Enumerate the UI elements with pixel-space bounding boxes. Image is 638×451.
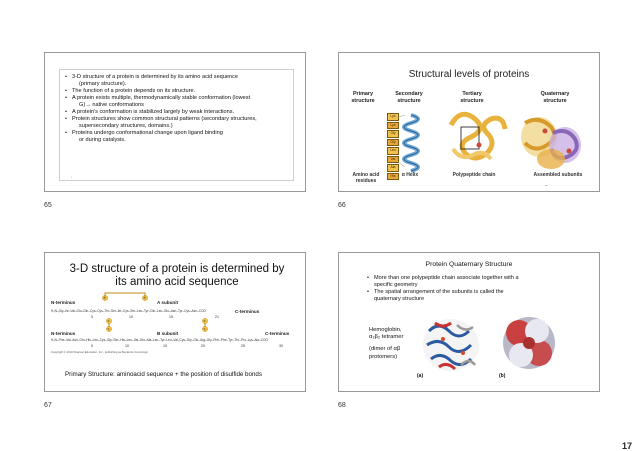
residue-number: 20 [201,344,205,348]
slide-title: Structural levels of proteins [408,69,530,80]
secondary-footer: α Helix [401,172,419,178]
residue-number: 5 [91,344,93,348]
space-filling-model [503,317,555,369]
bullet-continuation: or during catalysis. [79,137,126,143]
bullet-continuation: quaternary structure [374,296,425,302]
sulfur-label: S [107,319,110,323]
bullet: • 3-D structure of a protein is determined by its amino acid sequence [65,74,288,81]
residue-number: 5 [91,315,93,319]
quaternary-footer: Assembled subunits [533,172,583,178]
page-number-67: 67 [44,402,52,409]
a-subunit-label: A subunit [157,300,179,305]
slide-68 [338,252,600,392]
sulfur-label: S [103,296,106,300]
hemoglobin-images [339,253,600,392]
sequence-b: H₃N–Phe–Val–Asn–Gln–His–Leu–Cys–Gly–Ser–His–Leu–Val–Glu–Ala–Leu–Tyr–Leu–Val–Cys–Gly–Glu–Arg–Gly–Phe–Phe–Tyr–Thr–Pro–Lys–Ala–COO⁻ [51,338,270,342]
ribbon-model [423,319,479,371]
residue: Ala [387,164,399,172]
label-b: (b) [499,373,506,379]
residue: Val [387,156,399,164]
quaternary-assembly-illustration [521,117,581,169]
bullet: • Proteins undergo conformational change upon ligand binding [65,130,288,137]
residue: Leu [387,147,399,155]
bullet: • Protein structures show common structural patterns (secondary structures, [65,116,288,123]
primary-footer: Amino acid residues [352,172,380,184]
residue-number: 30 [279,344,283,348]
page-number-65: 65 [44,202,52,209]
residue: Lys [387,122,399,130]
quaternary-header: Quaternary structure [540,91,570,104]
slide-title: 3-D structure of a protein is determined by its amino acid sequence [69,263,285,288]
page-number-66: 66 [338,202,346,209]
n-terminus-label-a: N-terminus [51,300,76,305]
slide-title: Protein Quaternary Structure [425,261,513,268]
tertiary-fold-illustration [451,114,505,159]
sulfur-label: S [107,327,110,331]
residue-number: 21 [215,315,219,319]
sequence-a: H₃N–Gly–Ile–Val–Glu–Gln–Cys–Cys–Thr–Ser–Ile–Cys–Ser–Leu–Tyr–Gln–Leu–Glu–Asn–Tyr–Cys–Asn–COO⁻ [51,309,208,313]
tertiary-footer: Polypeptide chain [452,172,496,178]
sulfur-label: S [143,296,146,300]
residue: Lys [387,113,399,121]
sulfur-label: S [203,319,206,323]
sulfur-label: S [203,327,206,331]
slide-66 [338,52,600,192]
bullet-continuation: G)→ native conformations [79,102,144,108]
primary-header: Primary structure [351,91,375,104]
alpha-helix-illustration [404,115,418,171]
bullet: • A protein exists multiple, thermodynamically stable conformation (lowest [65,95,288,102]
bullet: • More than one polypeptide chain associate together with a [367,275,587,282]
residue: His [387,173,399,181]
n-terminus-label-b: N-terminus [51,331,76,336]
stray-dot: . [71,174,73,180]
residue-number: 10 [125,344,129,348]
bullet-continuation: (primary structure). [79,81,127,87]
secondary-header: Secondary structure [395,91,423,104]
residue-number: 10 [129,315,133,319]
b-subunit-label: B subunit [157,331,179,336]
page-number-68: 68 [338,402,346,409]
bullet: • A protein's conformation is stabilized largely by weak interactions. [65,109,288,116]
caption: Primary Structure: aminoacid sequence + the position of disulfide bonds [65,371,262,378]
residue-number: 25 [241,344,245,348]
bullet: • The spatial arrangement of the subunits is called the [367,289,587,296]
bullet: • The function of a protein depends on its structure. [65,88,288,95]
residue-number: 15 [163,344,167,348]
page-corner-number: 17 [621,441,632,451]
dash-mark: – [545,183,548,189]
label-a: (a) [417,373,424,379]
c-terminus-label-b: C-terminus [265,331,290,336]
tertiary-header: Tertiary structure [460,91,484,104]
bullet-box [59,69,294,181]
bullet-continuation: specific geometry [374,282,418,288]
bullet-continuation: supersecondary structures, domains.) [79,123,173,129]
residue: Gly [387,139,399,147]
slide-67 [44,252,306,392]
slide-65 [44,52,306,192]
residue: Gly [387,130,399,138]
copyright: Copyright © 2010 Pearson Education, Inc., publishing as Benjamin Cummings [51,350,148,354]
c-terminus-label-a: C-terminus [235,309,260,314]
residue-number: 15 [169,315,173,319]
hemoglobin-note: Hemoglobin, α₂β₂ tetramer (dimer of αβ protomers) [369,327,404,360]
